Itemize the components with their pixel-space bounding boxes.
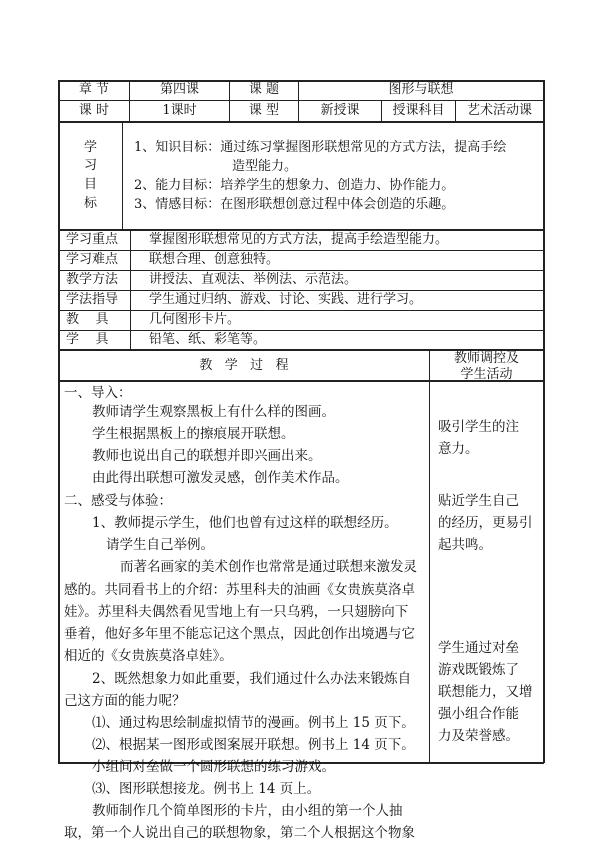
objective-line: 造型能力。 bbox=[232, 159, 298, 174]
objectives-label-char: 学 bbox=[83, 140, 97, 155]
info-row-value: 掌握图形联想常见的方式方法，提高手绘造型能力。 bbox=[149, 232, 449, 247]
process-line: 由此得出联想可激发灵感，创作美术作品。 bbox=[92, 470, 349, 486]
type-value: 新授课 bbox=[320, 103, 360, 118]
side-note-line: 联想能力，又增 bbox=[438, 684, 533, 700]
process-line: ⑴、通过构思绘制虚拟情节的漫画。例书上 15 页下。 bbox=[92, 715, 415, 731]
objectives-label-char: 目 bbox=[83, 177, 97, 192]
process-line: 1、教师提示学生，他们也曾有过这样的联想经历。 bbox=[92, 515, 398, 531]
process-title: 教 学 过 程 bbox=[199, 358, 289, 373]
objectives-label-char: 习 bbox=[83, 158, 97, 173]
objective-line: 3、情感目标：在图形联想创意过程中体会创造的乐趣。 bbox=[134, 197, 455, 212]
info-row-value: 铅笔、纸、彩笔等。 bbox=[149, 332, 267, 347]
col-divider bbox=[130, 229, 131, 350]
process-line: ⑶、图形联想接龙。例书上 14 页上。 bbox=[92, 781, 321, 797]
side-note-line: 起共鸣。 bbox=[438, 537, 492, 553]
side-note-line: 吸引学生的注 bbox=[438, 419, 519, 435]
process-line: 教师请学生观察黑板上有什么样的图画。 bbox=[92, 404, 335, 420]
objectives-label-char: 标 bbox=[83, 196, 97, 211]
table-border-right bbox=[543, 80, 545, 763]
info-row-label: 教 具 bbox=[66, 312, 109, 327]
subject-label: 授课科目 bbox=[392, 103, 445, 118]
side-note-line: 的经历，更易引 bbox=[438, 515, 533, 531]
hours-value: 1课时 bbox=[162, 103, 197, 118]
side-note-line: 强小组合作能 bbox=[438, 706, 519, 722]
info-row-label: 学 具 bbox=[66, 332, 109, 347]
col-divider bbox=[122, 121, 123, 230]
info-row-label: 教学方法 bbox=[66, 272, 119, 287]
process-line: 感的。共同看书上的介绍：苏里科夫的油画《女贵族莫洛卓 bbox=[64, 582, 415, 598]
process-line: 请学生自己举例。 bbox=[106, 537, 214, 553]
process-line: 取，第一个人说出自己的联想物象，第二个人根据这个物象 bbox=[64, 825, 415, 841]
side-note-line: 学生通过对垒 bbox=[438, 640, 519, 656]
subject-value: 艺术活动课 bbox=[466, 103, 532, 118]
process-line: ⑵、根据某一图形或图案展开联想。例书上 14 页下。 bbox=[92, 737, 415, 753]
info-row-label: 学习重点 bbox=[66, 232, 119, 247]
process-line: 己这方面的能力呢？ bbox=[64, 693, 186, 709]
process-line: 教师制作几个简单图形的卡片，由小组的第一个人抽 bbox=[92, 803, 403, 819]
process-line: 娃》。苏里科夫偶然看见雪地上有一只乌鸦，一只翅膀向下 bbox=[64, 604, 409, 620]
process-line: 学生根据黑板上的擦痕展开联想。 bbox=[92, 426, 295, 442]
topic-value: 图形与联想 bbox=[388, 82, 454, 97]
row-divider bbox=[58, 100, 544, 101]
chapter-label: 章 节 bbox=[78, 82, 110, 97]
info-row-label: 学法指导 bbox=[66, 292, 119, 307]
chapter-value: 第四课 bbox=[159, 82, 199, 97]
process-line: 一、导入： bbox=[64, 385, 132, 401]
objective-line: 2、能力目标：培养学生的想象力、创造力、协作能力。 bbox=[134, 178, 455, 193]
process-line: 二、感受与体验： bbox=[64, 493, 172, 509]
topic-label: 课 题 bbox=[248, 82, 280, 97]
side-note-line: 意力。 bbox=[438, 441, 479, 457]
process-line: 2、既然想象力如此重要，我们通过什么办法来锻炼自 bbox=[92, 671, 412, 687]
info-row-value: 学生通过归纳、游戏、讨论、实践、进行学习。 bbox=[149, 292, 423, 307]
info-row-value: 几何图形卡片。 bbox=[149, 312, 241, 327]
hours-label: 课 时 bbox=[78, 103, 110, 118]
col-divider bbox=[429, 349, 430, 763]
info-row-value: 讲授法、直观法、举例法、示范法。 bbox=[149, 272, 358, 287]
side-note-line: 游戏既锻炼了 bbox=[438, 662, 519, 678]
process-line: 小组间对垒做一个圆形联想的练习游戏。 bbox=[92, 759, 335, 775]
process-side-title: 教师调控及 bbox=[453, 351, 519, 366]
side-note-line: 力及荣誉感。 bbox=[438, 728, 519, 744]
type-label: 课 型 bbox=[248, 103, 280, 118]
side-note-line: 贴近学生自己 bbox=[438, 493, 519, 509]
process-line: 相近的《女贵族莫洛卓娃》。 bbox=[64, 648, 233, 664]
process-side-title: 学生活动 bbox=[460, 367, 513, 382]
process-line: 而著名画家的美术创作也常常是通过联想来激发灵 bbox=[120, 559, 417, 575]
process-line: 垂着，他好多年里不能忘记这个黑点，因此创作出境遇与它 bbox=[64, 626, 415, 642]
process-line: 教师也说出自己的联想并即兴画出来。 bbox=[92, 448, 322, 464]
info-row-label: 学习难点 bbox=[66, 252, 119, 267]
info-row-value: 联想合理、创意独特。 bbox=[149, 252, 280, 267]
row-divider bbox=[58, 121, 544, 123]
objective-line: 1、知识目标：通过练习掌握图形联想常见的方式方法，提高手绘 bbox=[134, 140, 507, 155]
